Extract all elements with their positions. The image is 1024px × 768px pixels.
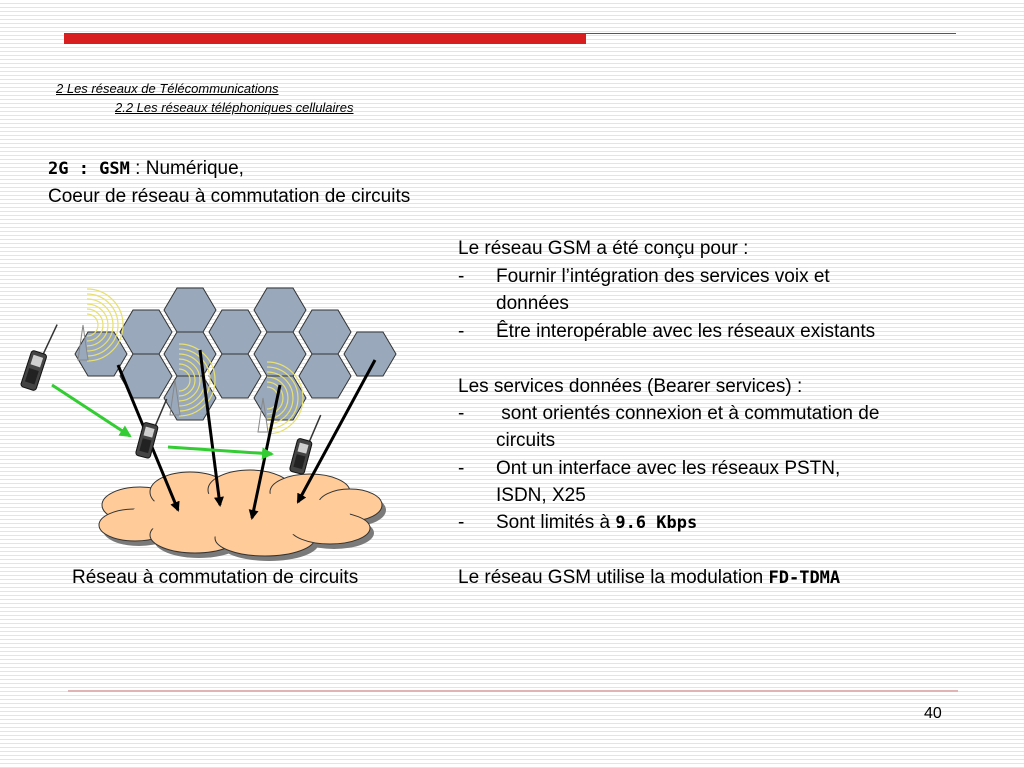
- rate-value: 9.6 Kbps: [615, 513, 698, 533]
- breadcrumb-level2: 2.2 Les réseaux téléphoniques cellulaires: [115, 100, 354, 115]
- slide-title: [48, 158, 244, 180]
- bullet-dash: -: [458, 403, 465, 424]
- bullet-continuation: [458, 430, 555, 452]
- modulation-value: FD-TDMA: [768, 568, 841, 588]
- bullet-dash: -: [458, 321, 465, 342]
- bullet-item: [458, 266, 830, 288]
- hex-cell: [299, 354, 351, 398]
- mobile-phone-icon: [135, 395, 167, 459]
- mobile-phone-icon: [20, 320, 57, 392]
- bullet-text: Fournir l’intégration des services voix et: [496, 266, 830, 287]
- breadcrumb-level1: 2 Les réseaux de Télécommunications: [56, 81, 279, 96]
- services-intro: Les services données (Bearer services) :: [458, 376, 803, 397]
- hex-cell: [209, 354, 261, 398]
- title-prefix: 2G : GSM: [48, 159, 130, 179]
- slide-subtitle: Coeur de réseau à commutation de circuits: [48, 186, 411, 207]
- bullet-text: Être interopérable avec les réseaux existants: [496, 321, 876, 342]
- bullet-continuation: [458, 485, 586, 507]
- bullet-text: ISDN, X25: [496, 485, 586, 506]
- bullet-continuation: [458, 293, 569, 315]
- bullet-item: [458, 321, 875, 343]
- footer-divider: [68, 690, 958, 692]
- bullet-text: circuits: [496, 430, 556, 451]
- modulation-text: [458, 567, 840, 589]
- bullet-item: [458, 458, 840, 480]
- hex-cell: [209, 310, 261, 354]
- circuit-switched-cloud: [99, 470, 386, 561]
- page-number: 40: [924, 705, 942, 722]
- modulation-prefix: Le réseau GSM utilise la modulation: [458, 567, 769, 588]
- hex-cell: [299, 310, 351, 354]
- bullet-text: données: [496, 293, 569, 314]
- bullet-text: sont orientés connexion et à commutation de: [496, 403, 880, 424]
- title-suffix: : Numérique,: [129, 158, 244, 179]
- bullet-item: [458, 512, 697, 534]
- bullet-dash: -: [458, 512, 465, 533]
- bullet-dash: -: [458, 458, 465, 479]
- bullet-text: Ont un interface avec les réseaux PSTN,: [496, 458, 841, 479]
- bullet-dash: -: [458, 266, 465, 287]
- mobile-phone-icon: [289, 411, 321, 475]
- hex-cell: [120, 310, 172, 354]
- bullet-text: Sont limités à: [496, 512, 616, 533]
- hex-cell: [164, 288, 216, 332]
- hex-cell: [254, 288, 306, 332]
- intro-text: Le réseau GSM a été conçu pour :: [458, 238, 749, 259]
- diagram-caption: Réseau à commutation de circuits: [72, 567, 359, 588]
- gsm-network-diagram: [20, 280, 440, 570]
- header-accent-bar: [64, 33, 586, 44]
- hex-cell-grid: [75, 288, 396, 420]
- header-accent-line: [586, 33, 956, 34]
- bullet-item: [458, 403, 879, 425]
